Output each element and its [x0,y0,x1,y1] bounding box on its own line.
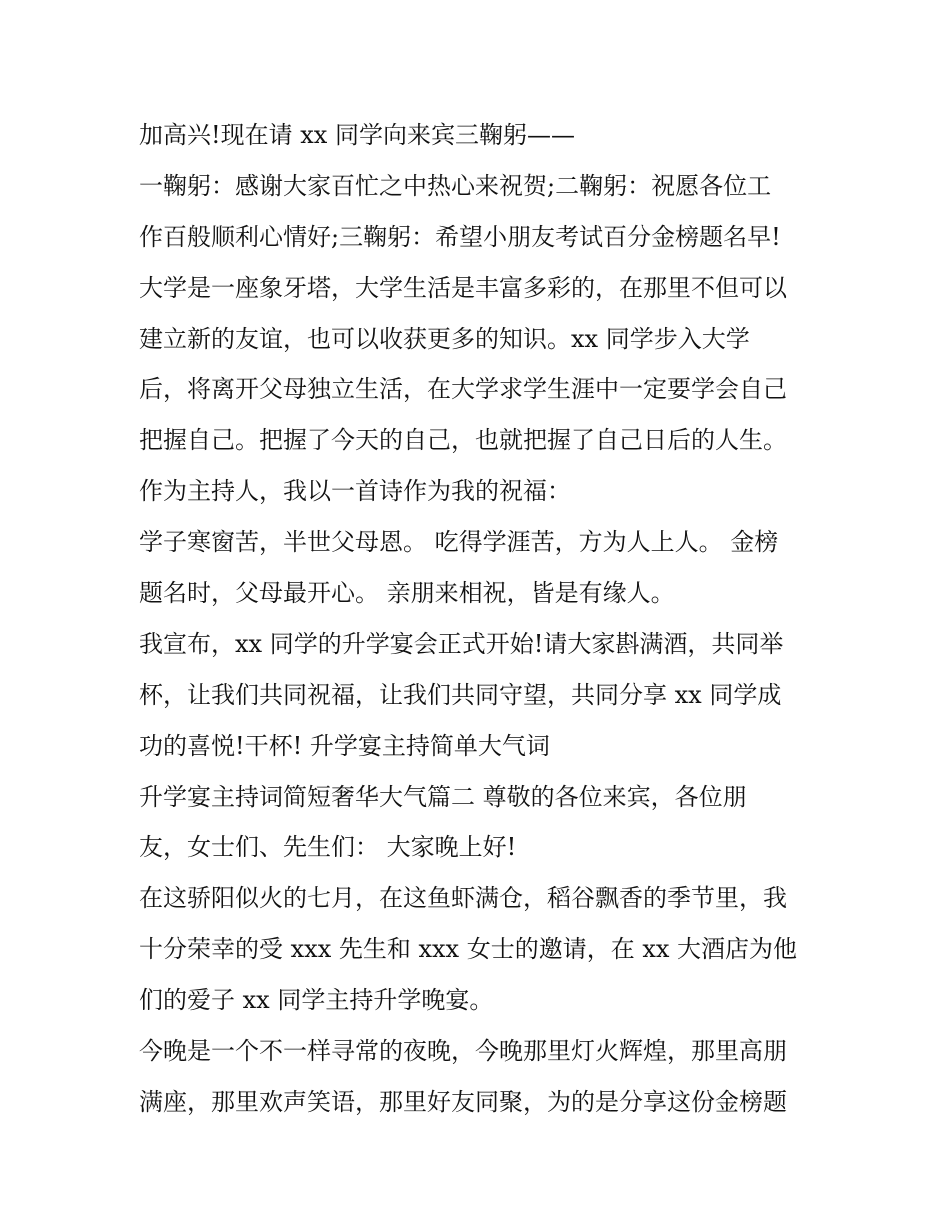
text-line: 升学宴主持词简短奢华大气篇二 尊敬的各位来宾，各位朋 [139,782,747,811]
text-line: 满座，那里欢声笑语，那里好友同聚，为的是分享这份金榜题 [139,1087,787,1116]
text-line: 在这骄阳似火的七月，在这鱼虾满仓，稻谷飘香的季节里，我 [139,884,787,913]
text-line: 作为主持人，我以一首诗作为我的祝福： [139,477,571,506]
text-line: 杯，让我们共同祝福，让我们共同守望，共同分享 xx 同学成 [139,680,782,709]
text-line: 我宣布，xx 同学的升学宴会正式开始!请大家斟满酒，共同举 [139,629,784,658]
text-line: 学子寒窗苦，半世父母恩。 吃得学涯苦，方为人上人。 金榜 [139,528,779,557]
text-line: 题名时，父母最开心。 亲朋来相祝，皆是有缘人。 [139,579,675,608]
text-line: 功的喜悦!干杯! 升学宴主持简单大气词 [139,731,550,760]
text-line: 把握自己。把握了今天的自己，也就把握了自己日后的人生。 [139,426,787,455]
text-line: 后，将离开父母独立生活，在大学求学生涯中一定要学会自己 [139,375,787,404]
text-line: 大学是一座象牙塔，大学生活是丰富多彩的，在那里不但可以 [139,273,787,302]
text-line: 建立新的友谊，也可以收获更多的知识。xx 同学步入大学 [139,324,750,353]
text-line: 一鞠躬：感谢大家百忙之中热心来祝贺;二鞠躬：祝愿各位工 [139,171,772,200]
text-line: 今晚是一个不一样寻常的夜晚，今晚那里灯火辉煌，那里高朋 [139,1037,787,1066]
text-line: 作百般顺利心情好;三鞠躬：希望小朋友考试百分金榜题名早! [139,222,781,251]
text-line: 十分荣幸的受 xxx 先生和 xxx 女士的邀请，在 xx 大酒店为他 [139,935,798,964]
text-line: 友，女士们、先生们： 大家晚上好! [139,833,517,862]
text-line: 加高兴!现在请 xx 同学向来宾三鞠躬—— [139,121,575,149]
document-body [139,110,819,1128]
text-line: 们的爱子 xx 同学主持升学晚宴。 [139,986,494,1015]
